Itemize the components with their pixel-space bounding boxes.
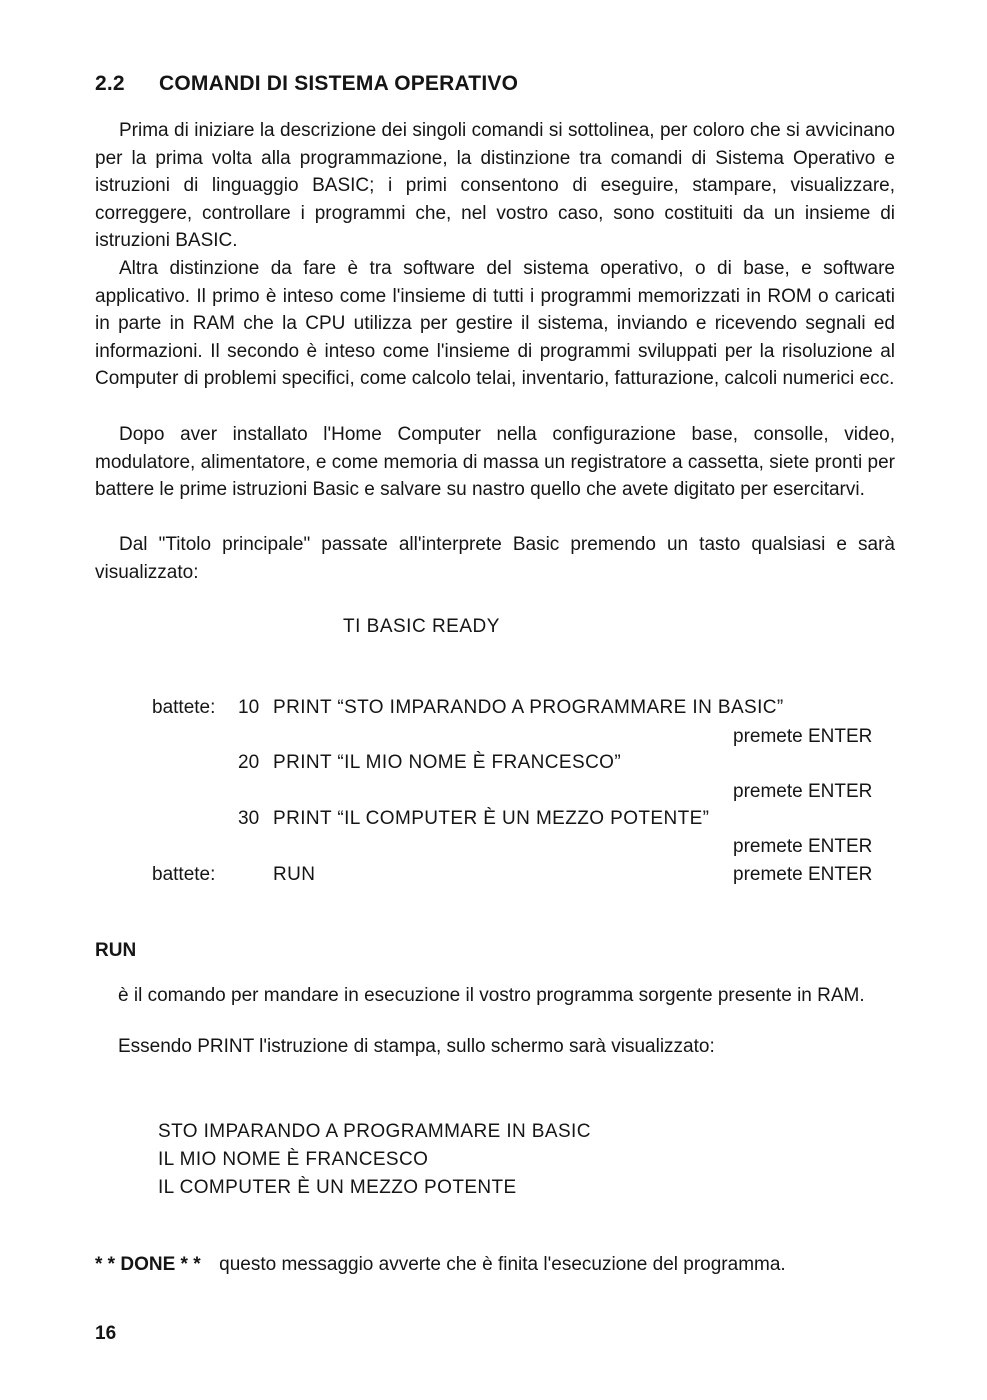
paragraph-software-types: Altra distinzione da fare è tra software del sistema operativo, o di base, e software applicativo. Il primo è inteso come l'insieme di tutti i programmi memorizzati in ROM o caricati in parte in RAM che la CPU utilizza per gestire il sistema, inviando e ricevendo segnali ed informazioni. Il secondo è inteso come l'insieme di programmi sviluppati per la risoluzione al Computer di problemi specifici, come calcolo telai, inventario, fatturazione, calcoli numerici ecc. bbox=[95, 258, 895, 390]
code-line-statement: PRINT “STO IMPARANDO A PROGRAMMARE IN BASIC” bbox=[273, 697, 784, 718]
code-line-statement: PRINT “IL COMPUTER È UN MEZZO POTENTE” bbox=[273, 808, 710, 829]
run-heading: RUN bbox=[95, 940, 137, 961]
output-line: STO IMPARANDO A PROGRAMMARE IN BASIC bbox=[158, 1121, 591, 1142]
code-line-number: 10 bbox=[238, 697, 260, 718]
enter-instruction: premete ENTER bbox=[733, 836, 873, 857]
page-number: 16 bbox=[95, 1323, 117, 1344]
paragraph-title-screen: Dal "Titolo principale" passate all'interprete Basic premendo un tasto qualsiasi e sarà visualizzato: bbox=[95, 534, 895, 583]
done-explanation: questo messaggio avverte che è finita l'esecuzione del programma. bbox=[219, 1254, 786, 1275]
done-message-line bbox=[95, 1254, 786, 1276]
done-marker: * * DONE * * bbox=[95, 1254, 201, 1275]
code-line-statement: PRINT “IL MIO NOME È FRANCESCO” bbox=[273, 752, 622, 773]
enter-instruction: premete ENTER bbox=[733, 781, 873, 802]
paragraph-os-commands: Prima di iniziare la descrizione dei singoli comandi si sottolinea, per coloro che si avvicinano per la prima volta alla programmazione, la distinzione tra comandi di Sistema Operativo e istruzioni di linguaggio BASIC; i primi consentono di eseguire, stampare, visualizzare, correggere, controllare i programmi che, nel vostro caso, sono costituiti da un insieme di istruzioni BASIC. bbox=[95, 120, 895, 252]
enter-instruction: premete ENTER bbox=[733, 864, 873, 885]
run-type-label: battete: bbox=[152, 864, 216, 885]
code-line-number: 30 bbox=[238, 808, 260, 829]
run-command: RUN bbox=[273, 864, 316, 885]
section-heading bbox=[95, 72, 518, 96]
output-line: IL COMPUTER È UN MEZZO POTENTE bbox=[158, 1177, 517, 1198]
paragraph-print-note: Essendo PRINT l'istruzione di stampa, sullo schermo sarà visualizzato: bbox=[118, 1036, 715, 1057]
section-title: COMANDI DI SISTEMA OPERATIVO bbox=[159, 72, 519, 95]
paragraph-setup: Dopo aver installato l'Home Computer nella configurazione base, consolle, video, modulatore, alimentatore, e come memoria di massa un registratore a cassetta, siete pronti per battere le prime istruzioni Basic e salvare su nastro quello che avete digitato per esercitarvi. bbox=[95, 424, 895, 501]
type-label: battete: bbox=[152, 697, 216, 718]
enter-instruction: premete ENTER bbox=[733, 726, 873, 747]
ready-prompt: TI BASIC READY bbox=[343, 616, 500, 637]
code-line-number: 20 bbox=[238, 752, 260, 773]
paragraph-run-description: è il comando per mandare in esecuzione il vostro programma sorgente presente in RAM. bbox=[118, 985, 865, 1006]
section-number: 2.2 bbox=[95, 72, 125, 95]
output-line: IL MIO NOME È FRANCESCO bbox=[158, 1149, 429, 1170]
